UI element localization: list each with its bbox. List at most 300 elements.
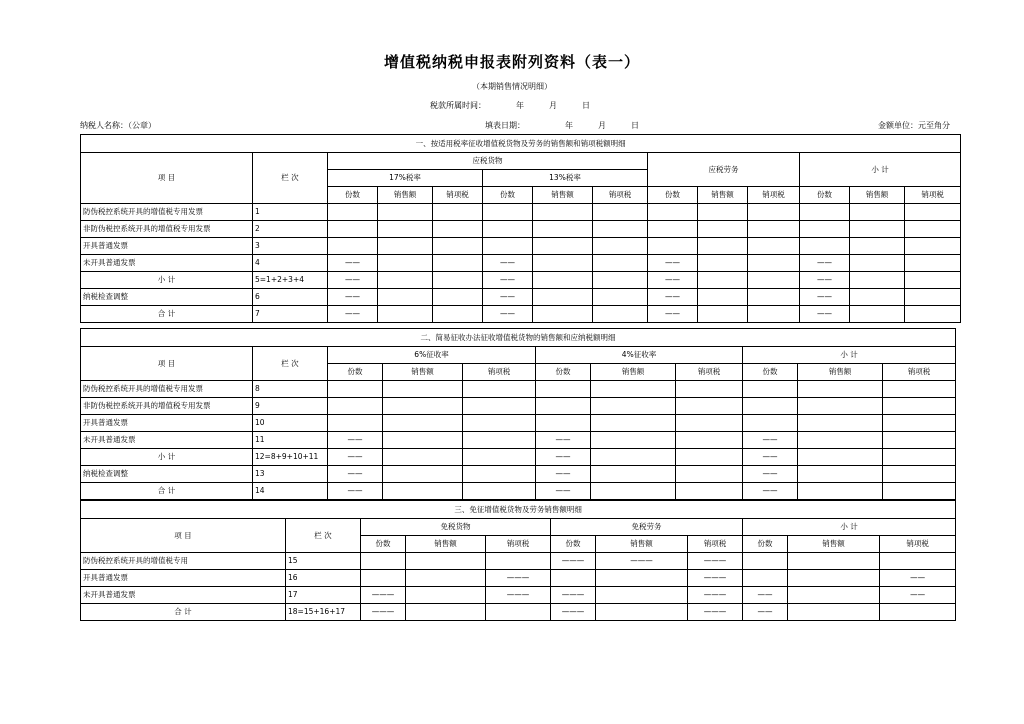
input-cell[interactable]: [676, 381, 743, 398]
dash-placeholder: ——: [483, 272, 533, 289]
dash-placeholder: ——: [328, 449, 383, 466]
input-cell[interactable]: [596, 604, 688, 621]
input-cell[interactable]: [788, 570, 880, 587]
table-row: [81, 604, 956, 621]
tax-period: [430, 100, 590, 111]
input-cell[interactable]: [850, 289, 905, 306]
input-cell[interactable]: [648, 221, 698, 238]
input-cell[interactable]: [748, 221, 800, 238]
row-label: 未开具普通发票: [81, 255, 253, 272]
dash-placeholder: ——: [648, 272, 698, 289]
header-sales: 销售额: [798, 364, 883, 381]
dash-placeholder: ——: [328, 483, 383, 500]
header-line: 栏 次: [286, 519, 361, 553]
input-cell[interactable]: [378, 204, 433, 221]
input-cell[interactable]: [328, 381, 383, 398]
header-tax: 销项税: [486, 536, 551, 553]
header-item: 项 目: [81, 347, 253, 381]
section1-table: [80, 134, 961, 323]
input-cell[interactable]: [361, 570, 406, 587]
page-subtitle: （本期销售情况明细）: [472, 82, 552, 91]
dash-placeholder: ———: [688, 570, 743, 587]
row-line-number: 14: [253, 483, 328, 500]
table-row: [81, 587, 956, 604]
dash-placeholder: ——: [328, 432, 383, 449]
row-line-number: 11: [253, 432, 328, 449]
dash-placeholder: ———: [361, 587, 406, 604]
input-cell[interactable]: [883, 483, 956, 500]
input-cell[interactable]: [463, 483, 536, 500]
dash-placeholder: ——: [483, 289, 533, 306]
amount-unit: 金额单位：元至角分: [878, 121, 950, 130]
input-cell[interactable]: [378, 306, 433, 323]
row-label: 开具普通发票: [81, 238, 253, 255]
input-cell[interactable]: [483, 238, 533, 255]
input-cell[interactable]: [433, 272, 483, 289]
input-cell[interactable]: [850, 238, 905, 255]
input-cell[interactable]: [748, 255, 800, 272]
input-cell[interactable]: [593, 272, 648, 289]
dash-placeholder: ——: [743, 432, 798, 449]
header-count: 份数: [483, 187, 533, 204]
input-cell[interactable]: [676, 415, 743, 432]
input-cell[interactable]: [593, 306, 648, 323]
header-rate-6: 6%征收率: [328, 347, 536, 364]
input-cell[interactable]: [533, 204, 593, 221]
header-count: 份数: [743, 364, 798, 381]
input-cell[interactable]: [743, 398, 798, 415]
input-cell[interactable]: [593, 204, 648, 221]
input-cell[interactable]: [748, 289, 800, 306]
table-row: [81, 272, 961, 289]
dash-placeholder: ——: [536, 483, 591, 500]
row-line-number: 1: [253, 204, 328, 221]
dash-placeholder: ——: [536, 466, 591, 483]
fill-date-month: 月: [598, 121, 606, 130]
input-cell[interactable]: [905, 272, 961, 289]
dash-placeholder: ——: [800, 255, 850, 272]
input-cell[interactable]: [880, 553, 956, 570]
input-cell[interactable]: [593, 289, 648, 306]
row-label: 小 计: [81, 449, 253, 466]
header-rate-13: 13%税率: [483, 170, 648, 187]
input-cell[interactable]: [743, 415, 798, 432]
dash-placeholder: ——: [536, 432, 591, 449]
header-item: 项 目: [81, 153, 253, 204]
header-count: 份数: [328, 364, 383, 381]
input-cell[interactable]: [533, 272, 593, 289]
input-cell[interactable]: [383, 432, 463, 449]
row-line-number: 7: [253, 306, 328, 323]
input-cell[interactable]: [676, 432, 743, 449]
dash-placeholder: ——: [648, 306, 698, 323]
input-cell[interactable]: [850, 306, 905, 323]
row-label: 防伪税控系统开具的增值税专用发票: [81, 204, 253, 221]
dash-placeholder: ——: [800, 289, 850, 306]
input-cell[interactable]: [850, 272, 905, 289]
input-cell[interactable]: [591, 415, 676, 432]
dash-placeholder: ———: [551, 587, 596, 604]
input-cell[interactable]: [383, 466, 463, 483]
input-cell[interactable]: [698, 272, 748, 289]
dash-placeholder: ——: [743, 483, 798, 500]
input-cell[interactable]: [798, 381, 883, 398]
table-row: [81, 306, 961, 323]
input-cell[interactable]: [463, 432, 536, 449]
tax-period-day: 日: [582, 101, 590, 110]
input-cell[interactable]: [788, 604, 880, 621]
input-cell[interactable]: [743, 381, 798, 398]
header-count: 份数: [536, 364, 591, 381]
input-cell[interactable]: [883, 466, 956, 483]
input-cell[interactable]: [800, 238, 850, 255]
input-cell[interactable]: [591, 483, 676, 500]
input-cell[interactable]: [536, 398, 591, 415]
header-sales: 销售额: [378, 187, 433, 204]
input-cell[interactable]: [486, 553, 551, 570]
row-label: 小 计: [81, 272, 253, 289]
page-title: 增值税纳税申报表附列资料（表一）: [383, 53, 640, 71]
dash-placeholder: ——: [800, 306, 850, 323]
input-cell[interactable]: [591, 449, 676, 466]
row-line-number: 5=1+2+3+4: [253, 272, 328, 289]
input-cell[interactable]: [591, 381, 676, 398]
row-line-number: 13: [253, 466, 328, 483]
section2-heading: 二、简易征收办法征收增值税货物的销售额和应纳税额明细: [81, 329, 956, 347]
input-cell[interactable]: [406, 570, 486, 587]
dash-placeholder: ——: [648, 289, 698, 306]
input-cell[interactable]: [798, 398, 883, 415]
input-cell[interactable]: [743, 553, 788, 570]
section3-table: [80, 500, 956, 621]
row-label: 开具普通发票: [81, 570, 286, 587]
input-cell[interactable]: [463, 398, 536, 415]
input-cell[interactable]: [788, 553, 880, 570]
table-row: [81, 398, 956, 415]
row-line-number: 3: [253, 238, 328, 255]
input-cell[interactable]: [433, 289, 483, 306]
input-cell[interactable]: [378, 238, 433, 255]
header-sales: 销售额: [533, 187, 593, 204]
row-line-number: 12=8+9+10+11: [253, 449, 328, 466]
input-cell[interactable]: [483, 204, 533, 221]
row-line-number: 6: [253, 289, 328, 306]
input-cell[interactable]: [798, 483, 883, 500]
input-cell[interactable]: [676, 466, 743, 483]
table-row: [81, 449, 956, 466]
header-subtotal: 小 计: [743, 519, 956, 536]
input-cell[interactable]: [406, 587, 486, 604]
dash-placeholder: ——: [483, 255, 533, 272]
dash-placeholder: ——: [328, 289, 378, 306]
header-item: 项 目: [81, 519, 286, 553]
header-tax: 销项税: [748, 187, 800, 204]
input-cell[interactable]: [743, 570, 788, 587]
input-cell[interactable]: [676, 398, 743, 415]
input-cell[interactable]: [748, 238, 800, 255]
header-exempt-goods: 免税货物: [361, 519, 551, 536]
input-cell[interactable]: [698, 204, 748, 221]
input-cell[interactable]: [648, 204, 698, 221]
dash-placeholder: ——: [536, 449, 591, 466]
row-label: 防伪税控系统开具的增值税专用: [81, 553, 286, 570]
dash-placeholder: ———: [361, 604, 406, 621]
dash-placeholder: ——: [328, 306, 378, 323]
input-cell[interactable]: [883, 398, 956, 415]
input-cell[interactable]: [593, 255, 648, 272]
row-label: 合 计: [81, 604, 286, 621]
input-cell[interactable]: [883, 381, 956, 398]
dash-placeholder: ——: [648, 255, 698, 272]
row-label: 合 计: [81, 483, 253, 500]
input-cell[interactable]: [905, 255, 961, 272]
header-tax: 销项税: [688, 536, 743, 553]
input-cell[interactable]: [383, 415, 463, 432]
input-cell[interactable]: [328, 204, 378, 221]
header-tax: 销项税: [433, 187, 483, 204]
input-cell[interactable]: [648, 238, 698, 255]
dash-placeholder: ——: [483, 306, 533, 323]
row-label: 防伪税控系统开具的增值税专用发票: [81, 381, 253, 398]
input-cell[interactable]: [676, 449, 743, 466]
row-line-number: 9: [253, 398, 328, 415]
input-cell[interactable]: [533, 289, 593, 306]
input-cell[interactable]: [698, 306, 748, 323]
input-cell[interactable]: [378, 289, 433, 306]
row-label: 纳税检查调整: [81, 289, 253, 306]
header-line: 栏 次: [253, 347, 328, 381]
input-cell[interactable]: [591, 432, 676, 449]
section3-heading: 三、免征增值税货物及劳务销售额明细: [81, 501, 956, 519]
dash-placeholder: ——: [328, 255, 378, 272]
table-row: [81, 204, 961, 221]
input-cell[interactable]: [596, 587, 688, 604]
input-cell[interactable]: [883, 415, 956, 432]
input-cell[interactable]: [905, 204, 961, 221]
header-sales: 销售额: [383, 364, 463, 381]
input-cell[interactable]: [698, 221, 748, 238]
input-cell[interactable]: [905, 238, 961, 255]
row-label: 合 计: [81, 306, 253, 323]
input-cell[interactable]: [486, 604, 551, 621]
input-cell[interactable]: [698, 238, 748, 255]
fill-date-day: 日: [631, 121, 639, 130]
input-cell[interactable]: [533, 238, 593, 255]
dash-placeholder: ——: [743, 466, 798, 483]
dash-placeholder: ———: [688, 553, 743, 570]
input-cell[interactable]: [798, 449, 883, 466]
row-label: 纳税检查调整: [81, 466, 253, 483]
header-sales: 销售额: [596, 536, 688, 553]
input-cell[interactable]: [536, 415, 591, 432]
header-tax: 销项税: [463, 364, 536, 381]
input-cell[interactable]: [883, 432, 956, 449]
input-cell[interactable]: [788, 587, 880, 604]
dash-placeholder: ——: [880, 587, 956, 604]
input-cell[interactable]: [533, 221, 593, 238]
input-cell[interactable]: [798, 432, 883, 449]
row-line-number: 17: [286, 587, 361, 604]
row-line-number: 8: [253, 381, 328, 398]
input-cell[interactable]: [593, 238, 648, 255]
dash-placeholder: ——: [328, 466, 383, 483]
input-cell[interactable]: [850, 204, 905, 221]
fill-date: [485, 120, 639, 131]
header-subtotal: 小 计: [800, 153, 961, 187]
section2-table: [80, 328, 956, 500]
input-cell[interactable]: [905, 306, 961, 323]
table-row: [81, 415, 956, 432]
header-subtotal: 小 计: [743, 347, 956, 364]
row-line-number: 18=15+16+17: [286, 604, 361, 621]
input-cell[interactable]: [593, 221, 648, 238]
header-tax: 销项税: [905, 187, 961, 204]
input-cell[interactable]: [483, 221, 533, 238]
header-sales: 销售额: [850, 187, 905, 204]
table-row: [81, 238, 961, 255]
input-cell[interactable]: [676, 483, 743, 500]
header-sales: 销售额: [591, 364, 676, 381]
input-cell[interactable]: [361, 553, 406, 570]
dash-placeholder: ——: [743, 449, 798, 466]
input-cell[interactable]: [378, 221, 433, 238]
input-cell[interactable]: [463, 381, 536, 398]
header-exempt-service: 免税劳务: [551, 519, 743, 536]
input-cell[interactable]: [463, 466, 536, 483]
table-row: [81, 570, 956, 587]
row-label: 未开具普通发票: [81, 587, 286, 604]
dash-placeholder: ———: [688, 604, 743, 621]
input-cell[interactable]: [406, 604, 486, 621]
header-sales: 销售额: [406, 536, 486, 553]
dash-placeholder: ——: [328, 272, 378, 289]
row-line-number: 15: [286, 553, 361, 570]
input-cell[interactable]: [328, 221, 378, 238]
dash-placeholder: ———: [596, 553, 688, 570]
row-line-number: 4: [253, 255, 328, 272]
input-cell[interactable]: [800, 221, 850, 238]
input-cell[interactable]: [433, 238, 483, 255]
row-line-number: 2: [253, 221, 328, 238]
dash-placeholder: ———: [486, 587, 551, 604]
input-cell[interactable]: [433, 204, 483, 221]
header-tax: 销项税: [676, 364, 743, 381]
dash-placeholder: ——: [880, 570, 956, 587]
header-line: 栏 次: [253, 153, 328, 204]
header-taxable-goods: 应税货物: [328, 153, 648, 170]
input-cell[interactable]: [406, 553, 486, 570]
input-cell[interactable]: [533, 255, 593, 272]
header-taxable-service: 应税劳务: [648, 153, 800, 187]
input-cell[interactable]: [378, 255, 433, 272]
row-label: 开具普通发票: [81, 415, 253, 432]
input-cell[interactable]: [383, 449, 463, 466]
input-cell[interactable]: [748, 306, 800, 323]
input-cell[interactable]: [328, 398, 383, 415]
header-count: 份数: [328, 187, 378, 204]
input-cell[interactable]: [383, 398, 463, 415]
input-cell[interactable]: [698, 289, 748, 306]
table-row: [81, 381, 956, 398]
input-cell[interactable]: [328, 415, 383, 432]
header-count: 份数: [361, 536, 406, 553]
table-row: [81, 483, 956, 500]
input-cell[interactable]: [798, 466, 883, 483]
input-cell[interactable]: [383, 381, 463, 398]
header-rate-17: 17%税率: [328, 170, 483, 187]
input-cell[interactable]: [905, 289, 961, 306]
input-cell[interactable]: [798, 415, 883, 432]
header-sales: 销售额: [788, 536, 880, 553]
input-cell[interactable]: [800, 204, 850, 221]
header-count: 份数: [743, 536, 788, 553]
input-cell[interactable]: [748, 204, 800, 221]
input-cell[interactable]: [463, 415, 536, 432]
row-label: 非防伪税控系统开具的增值税专用发票: [81, 398, 253, 415]
table-row: [81, 432, 956, 449]
input-cell[interactable]: [551, 570, 596, 587]
input-cell[interactable]: [880, 604, 956, 621]
input-cell[interactable]: [536, 381, 591, 398]
input-cell[interactable]: [748, 272, 800, 289]
dash-placeholder: ——: [743, 604, 788, 621]
header-tax: 销项税: [880, 536, 956, 553]
input-cell[interactable]: [591, 398, 676, 415]
table-row: [81, 553, 956, 570]
tax-period-year: 年: [516, 101, 524, 110]
header-tax: 销项税: [883, 364, 956, 381]
input-cell[interactable]: [433, 255, 483, 272]
header-rate-4: 4%征收率: [536, 347, 743, 364]
input-cell[interactable]: [591, 466, 676, 483]
input-cell[interactable]: [883, 449, 956, 466]
input-cell[interactable]: [698, 255, 748, 272]
input-cell[interactable]: [596, 570, 688, 587]
dash-placeholder: ——: [743, 587, 788, 604]
table-row: [81, 255, 961, 272]
table-row: [81, 466, 956, 483]
row-label: 非防伪税控系统开具的增值税专用发票: [81, 221, 253, 238]
dash-placeholder: ——: [800, 272, 850, 289]
tax-period-month: 月: [549, 101, 557, 110]
header-count: 份数: [800, 187, 850, 204]
header-sales: 销售额: [698, 187, 748, 204]
fill-date-label: 填表日期：: [485, 121, 525, 130]
dash-placeholder: ———: [551, 553, 596, 570]
input-cell[interactable]: [850, 255, 905, 272]
dash-placeholder: ———: [486, 570, 551, 587]
row-label: 未开具普通发票: [81, 432, 253, 449]
tax-period-label: 税款所属时间：: [430, 101, 486, 110]
input-cell[interactable]: [383, 483, 463, 500]
dash-placeholder: ———: [551, 604, 596, 621]
input-cell[interactable]: [533, 306, 593, 323]
input-cell[interactable]: [378, 272, 433, 289]
input-cell[interactable]: [905, 221, 961, 238]
input-cell[interactable]: [433, 306, 483, 323]
dash-placeholder: ———: [688, 587, 743, 604]
table-row: [81, 221, 961, 238]
table-row: [81, 289, 961, 306]
input-cell[interactable]: [328, 238, 378, 255]
header-count: 份数: [551, 536, 596, 553]
input-cell[interactable]: [433, 221, 483, 238]
row-line-number: 10: [253, 415, 328, 432]
input-cell[interactable]: [463, 449, 536, 466]
row-line-number: 16: [286, 570, 361, 587]
input-cell[interactable]: [850, 221, 905, 238]
header-count: 份数: [648, 187, 698, 204]
